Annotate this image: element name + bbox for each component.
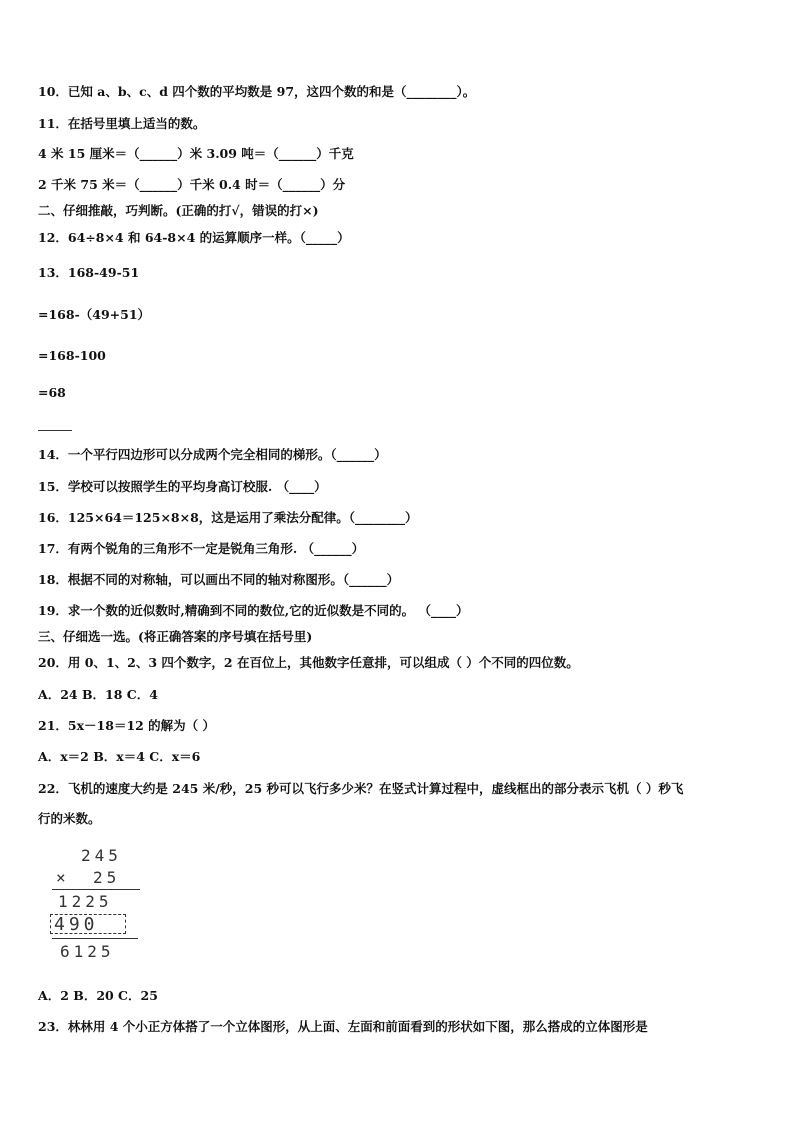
q11-line-a: 4 米 15 厘米＝（______）米 3.09 吨＝（______）千克 — [38, 146, 354, 161]
q11: 11．在括号里填上适当的数。 — [38, 116, 206, 131]
calc-rule-2 — [52, 938, 138, 939]
calc-partial-2: 490 — [54, 914, 99, 935]
q12: 12．64÷8×4 和 64-8×4 的运算顺序一样。（_____） — [38, 230, 350, 245]
q19: 19．求一个数的近似数时,精确到不同的数位,它的近似数是不同的。 （____） — [38, 603, 469, 618]
q23: 23．林林用 4 个小正方体搭了一个立体图形，从上面、左面和前面看到的形状如下图，那么搭成的立体图形是 — [38, 1019, 648, 1034]
calc-multiplicand: 245 — [81, 846, 122, 865]
q13: 13．168-49-51 — [38, 265, 140, 280]
q13-step-3: =68 — [38, 385, 66, 400]
q22: 22．飞机的速度大约是 245 米/秒，25 秒可以飞行多少米？在竖式计算过程中，虚线框出的部分表示飞机（ ）秒飞 — [38, 781, 684, 796]
calc-product: 6125 — [60, 942, 115, 961]
section-2-heading: 二、仔细推敲，巧判断。(正确的打√，错误的打×) — [38, 203, 319, 218]
q20: 20．用 0、1、2、3 四个数字，2 在百位上，其他数字任意排，可以组成（ ）个不同的四位数。 — [38, 655, 579, 670]
q18: 18．根据不同的对称轴，可以画出不同的轴对称图形。（______） — [38, 572, 400, 587]
calc-partial-1: 1225 — [58, 892, 113, 911]
q16: 16．125×64＝125×8×8，这是运用了乘法分配律。（________） — [38, 510, 418, 525]
q21: 21．5x－18＝12 的解为（ ） — [38, 718, 216, 733]
calc-times-sign: × — [56, 868, 70, 887]
calc-multiplier: 25 — [93, 868, 121, 887]
q10: 10．已知 a、b、c、d 四个数的平均数是 97，这四个数的和是（________）。 — [38, 84, 476, 99]
vertical-multiplication — [48, 846, 148, 962]
q17: 17．有两个锐角的三角形不一定是锐角三角形. （______） — [38, 541, 365, 556]
section-3-heading: 三、仔细选一选。(将正确答案的序号填在括号里) — [38, 629, 313, 644]
q21-options: A．x＝2 B．x＝4 C．x＝6 — [38, 749, 201, 764]
answer-blank-rule — [38, 430, 72, 431]
calc-rule-1 — [52, 889, 140, 890]
q22-options: A．2 B．20 C．25 — [38, 988, 158, 1003]
q22-continued: 行的米数。 — [38, 811, 101, 826]
q20-options: A．24 B．18 C．4 — [38, 687, 158, 702]
q15: 15．学校可以按照学生的平均身高订校服. （____） — [38, 479, 327, 494]
q14: 14．一个平行四边形可以分成两个完全相同的梯形。（______） — [38, 447, 387, 462]
q11-line-b: 2 千米 75 米＝（______）千米 0.4 时＝（______）分 — [38, 177, 346, 192]
q13-step-2: =168-100 — [38, 348, 106, 363]
q13-step-1: =168-（49+51） — [38, 307, 151, 322]
